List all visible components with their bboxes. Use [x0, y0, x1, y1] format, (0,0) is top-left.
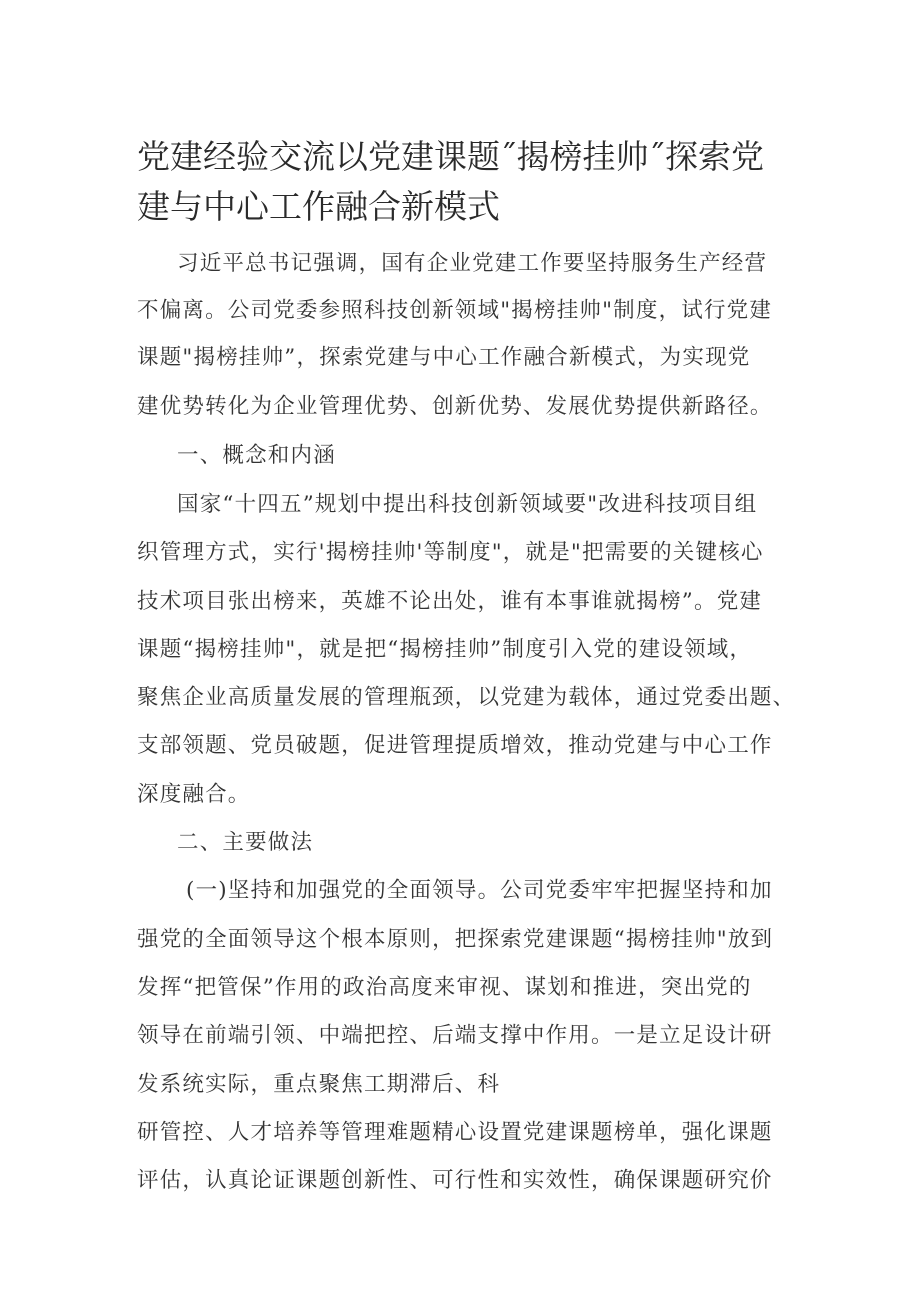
title-line: 党建经验交流以党建课题˝揭榜挂帅˝探索党: [137, 137, 764, 176]
paragraph-line: 发挥“把管保”作用的政治高度来审视、谋划和推进，突出党的: [137, 975, 752, 1000]
document-title: [137, 132, 797, 232]
section-heading: 一、概念和内涵: [177, 443, 336, 468]
paragraph-line: 织管理方式，实行'揭榜挂帅'等制度"，就是"把需要的关键核心: [137, 540, 764, 565]
section-heading: 二、主要做法: [177, 830, 314, 855]
paragraph-line: 建优势转化为企业管理优势、创新优势、发展优势提供新路径。: [137, 394, 773, 419]
paragraph-line: 技术项目张出榜来，英雄不论出处，谁有本事谁就揭榜”。党建: [137, 589, 763, 614]
paragraph-line: 课题"揭榜挂帅”，探索党建与中心工作融合新模式，为实现党: [137, 345, 751, 370]
paragraph-line: 评估，认真论证课题创新性、可行性和实效性，确保课题研究价: [137, 1168, 773, 1193]
paragraph-line: 强党的全面领导这个根本原则，把探索党建课题“揭榜挂帅"放到: [137, 927, 774, 952]
paragraph-line: 领导在前端引领、中端把控、后端支撑中作用。一是立足设计研: [137, 1023, 773, 1048]
paragraph-line: (一)坚持和加强党的全面领导。公司党委牢牢把握坚持和加: [186, 878, 773, 903]
paragraph-line: 习近平总书记强调，国有企业党建工作要坚持服务生产经营: [177, 251, 768, 276]
paragraph-line: 不偏离。公司党委参照科技创新领域"揭榜挂帅"制度，试行党建: [137, 298, 773, 323]
paragraph-line: 支部领题、党员破题，促进管理提质增效，推动党建与中心工作: [137, 733, 773, 758]
paragraph-line: 国家“十四五”规划中提出科技创新领域要"改进科技项目组: [177, 492, 758, 517]
paragraph-line: 深度融合。: [137, 782, 251, 807]
paragraph-line: 课题“揭榜挂帅"，就是把“揭榜挂帅”制度引入党的建设领域，: [137, 637, 753, 662]
paragraph-line: 聚焦企业高质量发展的管理瓶颈，以党建为载体，通过党委出题、: [137, 685, 796, 710]
paragraph-line: 发系统实际，重点聚焦工期滞后、科: [137, 1072, 501, 1097]
title-line: 建与中心工作融合新模式: [137, 187, 500, 226]
paragraph-line: 研管控、人才培养等管理难题精心设置党建课题榜单，强化课题: [137, 1120, 773, 1145]
